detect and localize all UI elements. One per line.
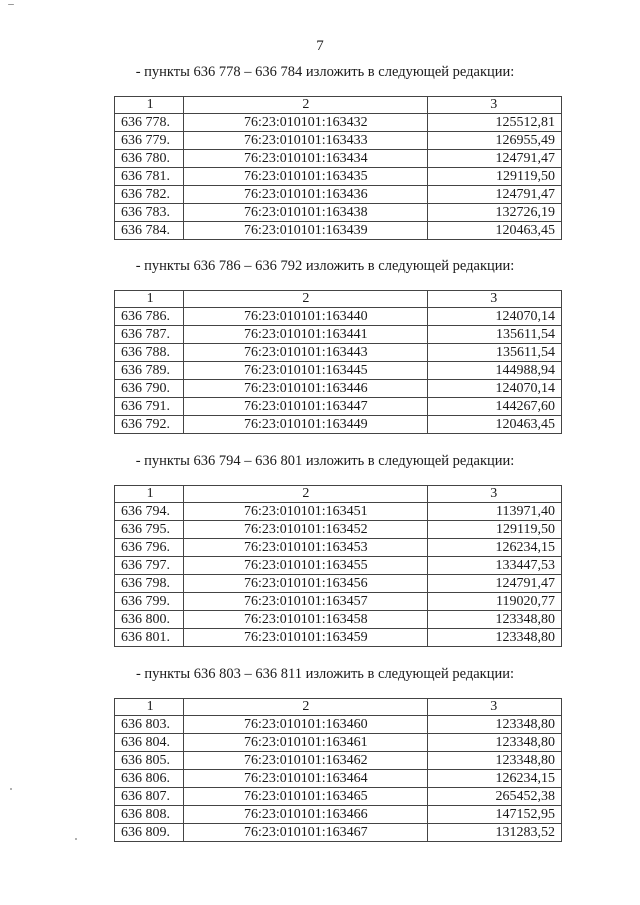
item-number: 636 805. bbox=[115, 752, 184, 770]
table-row bbox=[115, 150, 562, 168]
item-number: 636 806. bbox=[115, 770, 184, 788]
table-row bbox=[115, 521, 562, 539]
value-cell: 265452,38 bbox=[428, 788, 562, 806]
cadastral-number: 76:23:010101:163457 bbox=[184, 593, 428, 611]
table-row bbox=[115, 344, 562, 362]
table-header-row bbox=[115, 291, 562, 308]
scan-speck bbox=[8, 4, 14, 5]
item-number: 636 791. bbox=[115, 398, 184, 416]
table-row bbox=[115, 204, 562, 222]
cadastral-number: 76:23:010101:163435 bbox=[184, 168, 428, 186]
value-cell: 123348,80 bbox=[428, 611, 562, 629]
cadastral-number: 76:23:010101:163432 bbox=[184, 114, 428, 132]
page-number: 7 bbox=[316, 38, 324, 54]
section-heading: - пункты 636 794 – 636 801 изложить в следующей редакции: bbox=[135, 453, 515, 469]
value-cell: 126234,15 bbox=[428, 539, 562, 557]
table-row bbox=[115, 557, 562, 575]
column-header: 2 bbox=[184, 699, 428, 716]
table-row bbox=[115, 593, 562, 611]
cadastral-number: 76:23:010101:163461 bbox=[184, 734, 428, 752]
item-number: 636 784. bbox=[115, 222, 184, 240]
table-header-row bbox=[115, 97, 562, 114]
cadastral-number: 76:23:010101:163464 bbox=[184, 770, 428, 788]
item-number: 636 797. bbox=[115, 557, 184, 575]
value-cell: 144267,60 bbox=[428, 398, 562, 416]
table-row bbox=[115, 380, 562, 398]
table-row bbox=[115, 575, 562, 593]
item-number: 636 808. bbox=[115, 806, 184, 824]
table-row bbox=[115, 398, 562, 416]
data-table bbox=[114, 96, 562, 240]
item-number: 636 788. bbox=[115, 344, 184, 362]
value-cell: 124791,47 bbox=[428, 150, 562, 168]
cadastral-number: 76:23:010101:163460 bbox=[184, 716, 428, 734]
cadastral-number: 76:23:010101:163452 bbox=[184, 521, 428, 539]
data-table bbox=[114, 290, 562, 434]
cadastral-number: 76:23:010101:163446 bbox=[184, 380, 428, 398]
item-number: 636 787. bbox=[115, 326, 184, 344]
value-cell: 133447,53 bbox=[428, 557, 562, 575]
item-number: 636 796. bbox=[115, 539, 184, 557]
value-cell: 123348,80 bbox=[428, 734, 562, 752]
item-number: 636 804. bbox=[115, 734, 184, 752]
value-cell: 120463,45 bbox=[428, 416, 562, 434]
cadastral-number: 76:23:010101:163466 bbox=[184, 806, 428, 824]
table-row bbox=[115, 168, 562, 186]
value-cell: 126955,49 bbox=[428, 132, 562, 150]
table-row bbox=[115, 629, 562, 647]
table-row bbox=[115, 308, 562, 326]
table-row bbox=[115, 186, 562, 204]
scan-speck bbox=[75, 838, 77, 840]
item-number: 636 803. bbox=[115, 716, 184, 734]
item-number: 636 780. bbox=[115, 150, 184, 168]
cadastral-number: 76:23:010101:163462 bbox=[184, 752, 428, 770]
column-header: 2 bbox=[184, 97, 428, 114]
item-number: 636 778. bbox=[115, 114, 184, 132]
table-row bbox=[115, 362, 562, 380]
item-number: 636 779. bbox=[115, 132, 184, 150]
column-header: 3 bbox=[428, 97, 562, 114]
table-row bbox=[115, 222, 562, 240]
value-cell: 123348,80 bbox=[428, 716, 562, 734]
item-number: 636 809. bbox=[115, 824, 184, 842]
cadastral-number: 76:23:010101:163440 bbox=[184, 308, 428, 326]
item-number: 636 794. bbox=[115, 503, 184, 521]
cadastral-number: 76:23:010101:163455 bbox=[184, 557, 428, 575]
value-cell: 124070,14 bbox=[428, 308, 562, 326]
cadastral-number: 76:23:010101:163445 bbox=[184, 362, 428, 380]
value-cell: 135611,54 bbox=[428, 326, 562, 344]
column-header: 3 bbox=[428, 291, 562, 308]
column-header: 1 bbox=[115, 486, 184, 503]
section-heading: - пункты 636 786 – 636 792 изложить в следующей редакции: bbox=[135, 258, 515, 274]
cadastral-number: 76:23:010101:163451 bbox=[184, 503, 428, 521]
amendment-section bbox=[0, 62, 640, 240]
value-cell: 129119,50 bbox=[428, 168, 562, 186]
table-header-row bbox=[115, 486, 562, 503]
table-row bbox=[115, 326, 562, 344]
cadastral-number: 76:23:010101:163434 bbox=[184, 150, 428, 168]
table-header-row bbox=[115, 699, 562, 716]
table-row bbox=[115, 752, 562, 770]
value-cell: 113971,40 bbox=[428, 503, 562, 521]
item-number: 636 783. bbox=[115, 204, 184, 222]
cadastral-number: 76:23:010101:163441 bbox=[184, 326, 428, 344]
value-cell: 119020,77 bbox=[428, 593, 562, 611]
table-row bbox=[115, 539, 562, 557]
section-heading: - пункты 636 778 – 636 784 изложить в следующей редакции: bbox=[135, 64, 515, 80]
table-row bbox=[115, 770, 562, 788]
value-cell: 132726,19 bbox=[428, 204, 562, 222]
item-number: 636 781. bbox=[115, 168, 184, 186]
data-table bbox=[114, 485, 562, 647]
column-header: 2 bbox=[184, 291, 428, 308]
value-cell: 147152,95 bbox=[428, 806, 562, 824]
cadastral-number: 76:23:010101:163433 bbox=[184, 132, 428, 150]
cadastral-number: 76:23:010101:163449 bbox=[184, 416, 428, 434]
value-cell: 124070,14 bbox=[428, 380, 562, 398]
column-header: 1 bbox=[115, 291, 184, 308]
amendment-section bbox=[0, 664, 640, 842]
value-cell: 135611,54 bbox=[428, 344, 562, 362]
value-cell: 129119,50 bbox=[428, 521, 562, 539]
section-heading: - пункты 636 803 – 636 811 изложить в следующей редакции: bbox=[135, 666, 515, 682]
item-number: 636 790. bbox=[115, 380, 184, 398]
data-table bbox=[114, 698, 562, 842]
item-number: 636 792. bbox=[115, 416, 184, 434]
column-header: 3 bbox=[428, 699, 562, 716]
item-number: 636 789. bbox=[115, 362, 184, 380]
table-row bbox=[115, 611, 562, 629]
cadastral-number: 76:23:010101:163438 bbox=[184, 204, 428, 222]
item-number: 636 800. bbox=[115, 611, 184, 629]
item-number: 636 799. bbox=[115, 593, 184, 611]
value-cell: 124791,47 bbox=[428, 575, 562, 593]
item-number: 636 782. bbox=[115, 186, 184, 204]
table-row bbox=[115, 114, 562, 132]
amendment-section bbox=[0, 256, 640, 434]
value-cell: 144988,94 bbox=[428, 362, 562, 380]
amendment-section bbox=[0, 451, 640, 647]
cadastral-number: 76:23:010101:163447 bbox=[184, 398, 428, 416]
table-row bbox=[115, 132, 562, 150]
value-cell: 120463,45 bbox=[428, 222, 562, 240]
column-header: 2 bbox=[184, 486, 428, 503]
cadastral-number: 76:23:010101:163465 bbox=[184, 788, 428, 806]
value-cell: 125512,81 bbox=[428, 114, 562, 132]
table-row bbox=[115, 716, 562, 734]
column-header: 1 bbox=[115, 699, 184, 716]
item-number: 636 795. bbox=[115, 521, 184, 539]
cadastral-number: 76:23:010101:163453 bbox=[184, 539, 428, 557]
table-row bbox=[115, 788, 562, 806]
column-header: 3 bbox=[428, 486, 562, 503]
cadastral-number: 76:23:010101:163439 bbox=[184, 222, 428, 240]
item-number: 636 786. bbox=[115, 308, 184, 326]
value-cell: 126234,15 bbox=[428, 770, 562, 788]
table-row bbox=[115, 734, 562, 752]
cadastral-number: 76:23:010101:163458 bbox=[184, 611, 428, 629]
cadastral-number: 76:23:010101:163443 bbox=[184, 344, 428, 362]
scan-speck bbox=[10, 788, 12, 790]
cadastral-number: 76:23:010101:163456 bbox=[184, 575, 428, 593]
table-row bbox=[115, 416, 562, 434]
item-number: 636 801. bbox=[115, 629, 184, 647]
cadastral-number: 76:23:010101:163459 bbox=[184, 629, 428, 647]
value-cell: 131283,52 bbox=[428, 824, 562, 842]
table-row bbox=[115, 503, 562, 521]
column-header: 1 bbox=[115, 97, 184, 114]
item-number: 636 798. bbox=[115, 575, 184, 593]
value-cell: 123348,80 bbox=[428, 752, 562, 770]
table-row bbox=[115, 824, 562, 842]
value-cell: 124791,47 bbox=[428, 186, 562, 204]
item-number: 636 807. bbox=[115, 788, 184, 806]
value-cell: 123348,80 bbox=[428, 629, 562, 647]
table-row bbox=[115, 806, 562, 824]
cadastral-number: 76:23:010101:163467 bbox=[184, 824, 428, 842]
cadastral-number: 76:23:010101:163436 bbox=[184, 186, 428, 204]
